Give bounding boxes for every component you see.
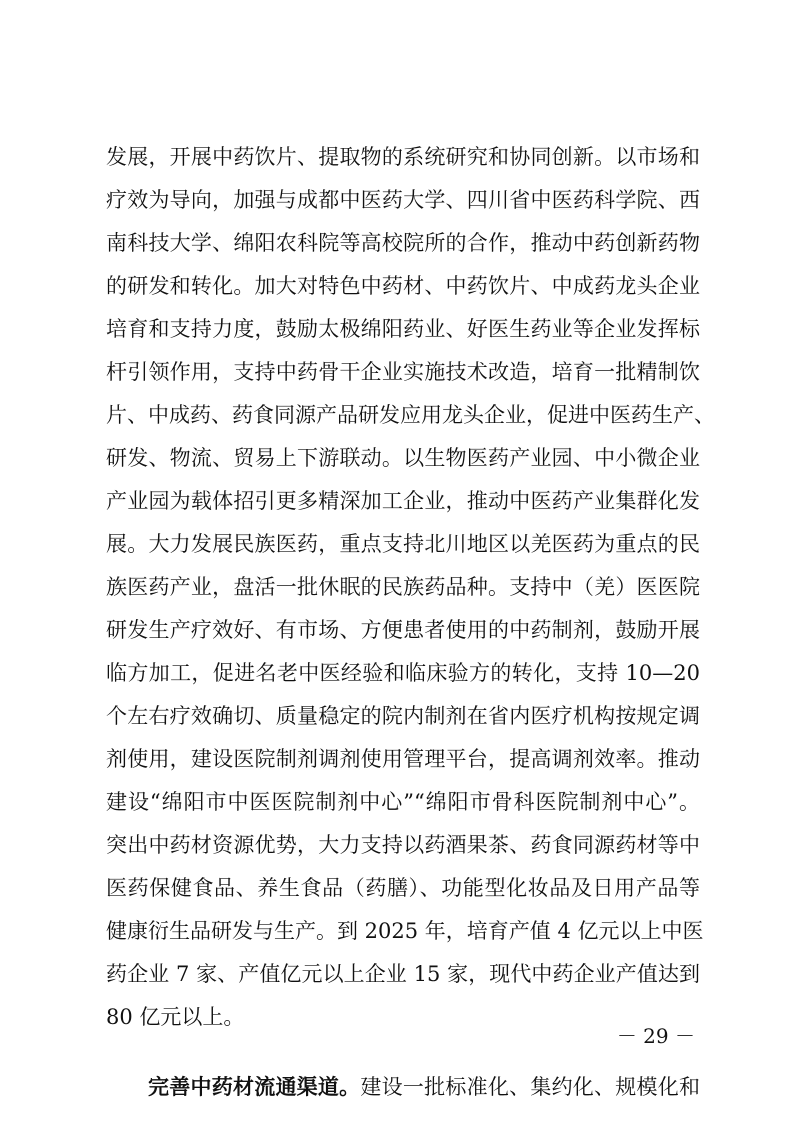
text-line: 南科技大学、绵阳农科院等高校院所的合作，推动中药创新药物 [106,231,700,255]
text-line: 片、中成药、药食同源产品研发应用龙头企业，促进中医药生产、 [106,403,715,427]
text-line: 80 亿元以上。 [106,1005,245,1029]
body-text [106,136,715,1108]
text-line: 族医药产业，盘活一批休眠的民族药品种。支持中（羌）医医院 [106,575,700,599]
text-line: 医药保健食品、养生食品（药膳）、功能型化妆品及日用产品等 [106,876,700,900]
paragraph-2-line [106,1065,700,1108]
text-line: 发展，开展中药饮片、提取物的系统研究和协同创新。以市场和 [106,145,700,169]
text-line: 研发生产疗效好、有市场、方便患者使用的中药制剂，鼓励开展 [106,618,700,642]
text-line: 临方加工，促进名老中医经验和临床验方的转化，支持 10—20 [106,661,700,685]
paragraph-2-text: 建设一批标准化、集约化、规模化和 [360,1075,701,1099]
section-heading: 完善中药材流通渠道。 [148,1074,361,1099]
text-line: 产业园为载体招引更多精深加工企业，推动中医药产业集群化发 [106,489,700,513]
text-line: 展。大力发展民族医药，重点支持北川地区以羌医药为重点的民 [106,532,700,556]
text-line: 药企业 7 家、产值亿元以上企业 15 家，现代中药企业产值达到 [106,962,700,986]
page-number: － 29 － [616,1024,695,1048]
text-line: 个左右疗效确切、质量稳定的院内制剂在省内医疗机构按规定调 [106,704,700,728]
text-line: 疗效为导向，加强与成都中医药大学、四川省中医药科学院、西 [106,188,700,212]
text-line: 杆引领作用，支持中药骨干企业实施技术改造，培育一批精制饮 [106,360,700,384]
text-line: 研发、物流、贸易上下游联动。以生物医药产业园、中小微企业 [106,446,700,470]
text-line: 建设“绵阳市中医医院制剂中心”“绵阳市骨科医院制剂中心”。 [106,790,700,814]
text-line: 剂使用，建设医院制剂调剂使用管理平台，提高调剂效率。推动 [106,747,700,771]
text-line: 的研发和转化。加大对特色中药材、中药饮片、中成药龙头企业 [106,274,700,298]
text-line: 健康衍生品研发与生产。到 2025 年，培育产值 4 亿元以上中医 [106,919,704,943]
text-line: 培育和支持力度，鼓励太极绵阳药业、好医生药业等企业发挥标 [106,317,700,341]
paragraph-gap [106,1039,700,1065]
text-line: 突出中药材资源优势，大力支持以药酒果茶、药食同源药材等中 [106,833,700,857]
